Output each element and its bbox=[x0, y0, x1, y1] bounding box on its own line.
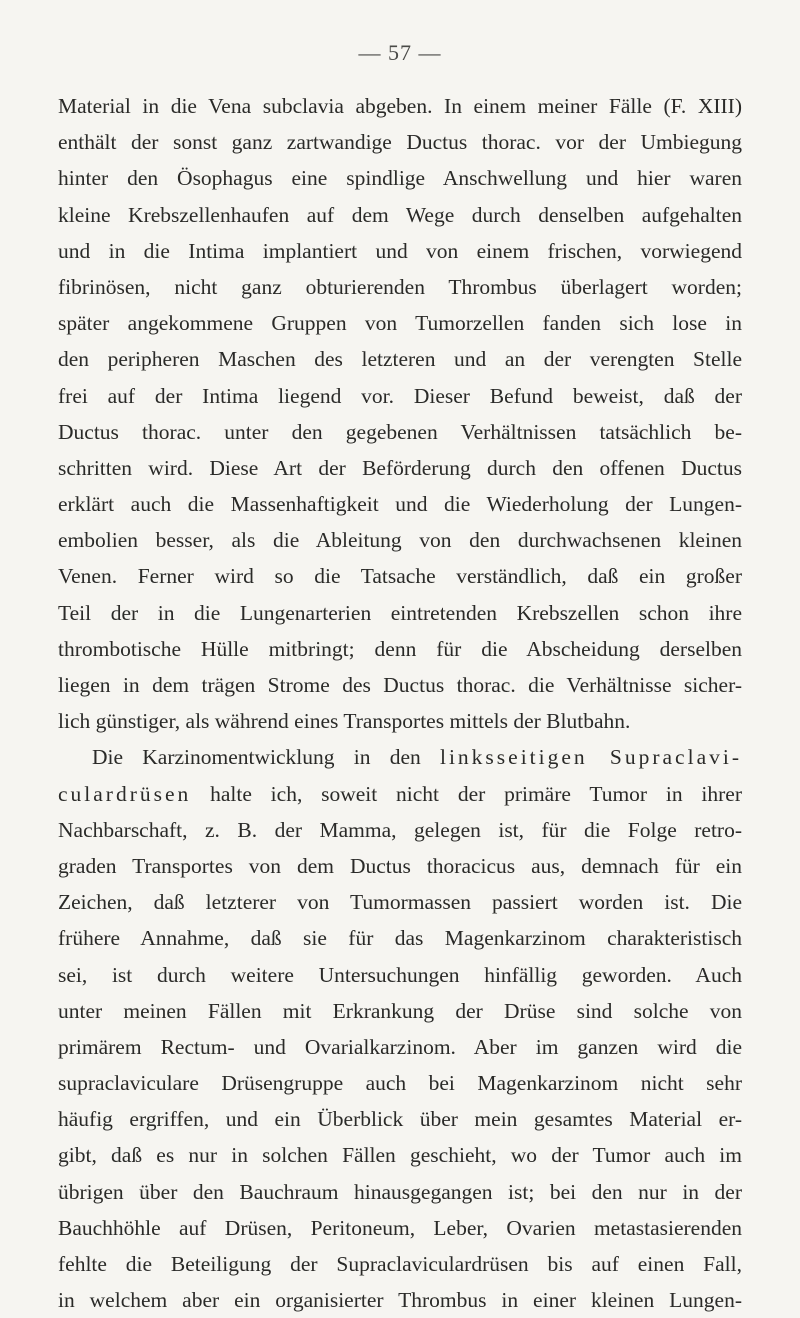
text-line: embolien besser, als die Ableitung von den durchwachsenen kleinen bbox=[58, 528, 742, 553]
text-line: sei, ist durch weitere Untersuchungen hinfällig geworden. Auch bbox=[58, 962, 742, 987]
text-line: fibrinösen, nicht ganz obturierenden Thrombus überlagert worden; bbox=[58, 274, 742, 299]
text-segment: Die Karzinomentwicklung in den bbox=[92, 745, 421, 770]
text-line: und in die Intima implantiert und von einem frischen, vorwiegend bbox=[58, 238, 742, 263]
text-line: Nachbarschaft, z. B. der Mamma, gelegen ist, für die Folge retro- bbox=[58, 817, 742, 842]
text-line: in welchem aber ein organisierter Thrombus in einer kleinen Lungen- bbox=[58, 1288, 742, 1313]
text-line: fehlte die Beteiligung der Supraclaviculardrüsen bis auf einen Fall, bbox=[58, 1252, 742, 1276]
text-line: Venen. Ferner wird so die Tatsache verständlich, daß ein großer bbox=[58, 564, 742, 589]
text-line: später angekommene Gruppen von Tumorzellen fanden sich lose in bbox=[58, 311, 742, 336]
text-line: frei auf der Intima liegend vor. Dieser Befund beweist, daß der bbox=[58, 383, 742, 408]
emphasized-text: culardrüsen bbox=[58, 781, 192, 806]
text-line: den peripheren Maschen des letzteren und an der verengten Stelle bbox=[58, 347, 742, 372]
paragraph-2-first-line bbox=[58, 739, 742, 775]
text-line: graden Transportes von dem Ductus thoracicus aus, demnach für ein bbox=[58, 853, 742, 878]
text-line-content: lich günstiger, als während eines Transportes mittels der Blutbahn. bbox=[58, 709, 631, 734]
text-line: liegen in dem trägen Strome des Ductus thorac. die Verhältnisse sicher- bbox=[58, 673, 742, 697]
text-line: häufig ergriffen, und ein Überblick über mein gesamtes Material er- bbox=[58, 1107, 742, 1132]
text-line: übrigen über den Bauchraum hinausgegangen ist; bei den nur in der bbox=[58, 1179, 742, 1204]
text-line: unter meinen Fällen mit Erkrankung der Drüse sind solche von bbox=[58, 998, 742, 1023]
text-line: schritten wird. Diese Art der Beförderung durch den offenen Ductus bbox=[58, 455, 742, 480]
page-number: — 57 — bbox=[358, 40, 442, 65]
text-line: kleine Krebszellenhaufen auf dem Wege durch denselben aufgehalten bbox=[58, 202, 742, 227]
text-line: supraclaviculare Drüsengruppe auch bei Magenkarzinom nicht sehr bbox=[58, 1071, 742, 1096]
text-line: erklärt auch die Massenhaftigkeit und die Wiederholung der Lungen- bbox=[58, 492, 742, 517]
text-line: frühere Annahme, daß sie für das Magenkarzinom charakteristisch bbox=[58, 926, 742, 951]
text-line: hinter den Ösophagus eine spindlige Anschwellung und hier waren bbox=[58, 166, 742, 191]
emphasized-text: linksseitigen Supraclavi- bbox=[439, 745, 743, 770]
text-line: primärem Rectum- und Ovarialkarzinom. Aber im ganzen wird die bbox=[58, 1034, 742, 1059]
text-line: Teil der in die Lungenarterien eintretenden Krebszellen schon ihre bbox=[58, 600, 742, 625]
text-line: thrombotische Hülle mitbringt; denn für die Abscheidung derselben bbox=[58, 636, 742, 661]
paragraph-2-second-line bbox=[58, 776, 742, 812]
text-line-paragraph-end bbox=[58, 703, 742, 739]
text-line: Zeichen, daß letzterer von Tumormassen passiert worden ist. Die bbox=[58, 890, 742, 915]
text-line: enthält der sonst ganz zartwandige Ductus thorac. vor der Umbiegung bbox=[58, 130, 742, 155]
text-line: Material in die Vena subclavia abgeben. In einem meiner Fälle (F. XIII) bbox=[58, 94, 742, 118]
body-text bbox=[58, 88, 742, 1318]
text-line: gibt, daß es nur in solchen Fällen geschieht, wo der Tumor auch im bbox=[58, 1143, 742, 1168]
text-line: Ductus thorac. unter den gegebenen Verhältnissen tatsächlich be- bbox=[58, 419, 742, 444]
text-segment: halte ich, soweit nicht der primäre Tumor in ihrer bbox=[210, 781, 742, 806]
text-line: Bauchhöhle auf Drüsen, Peritoneum, Leber, Ovarien metastasierenden bbox=[58, 1215, 742, 1240]
